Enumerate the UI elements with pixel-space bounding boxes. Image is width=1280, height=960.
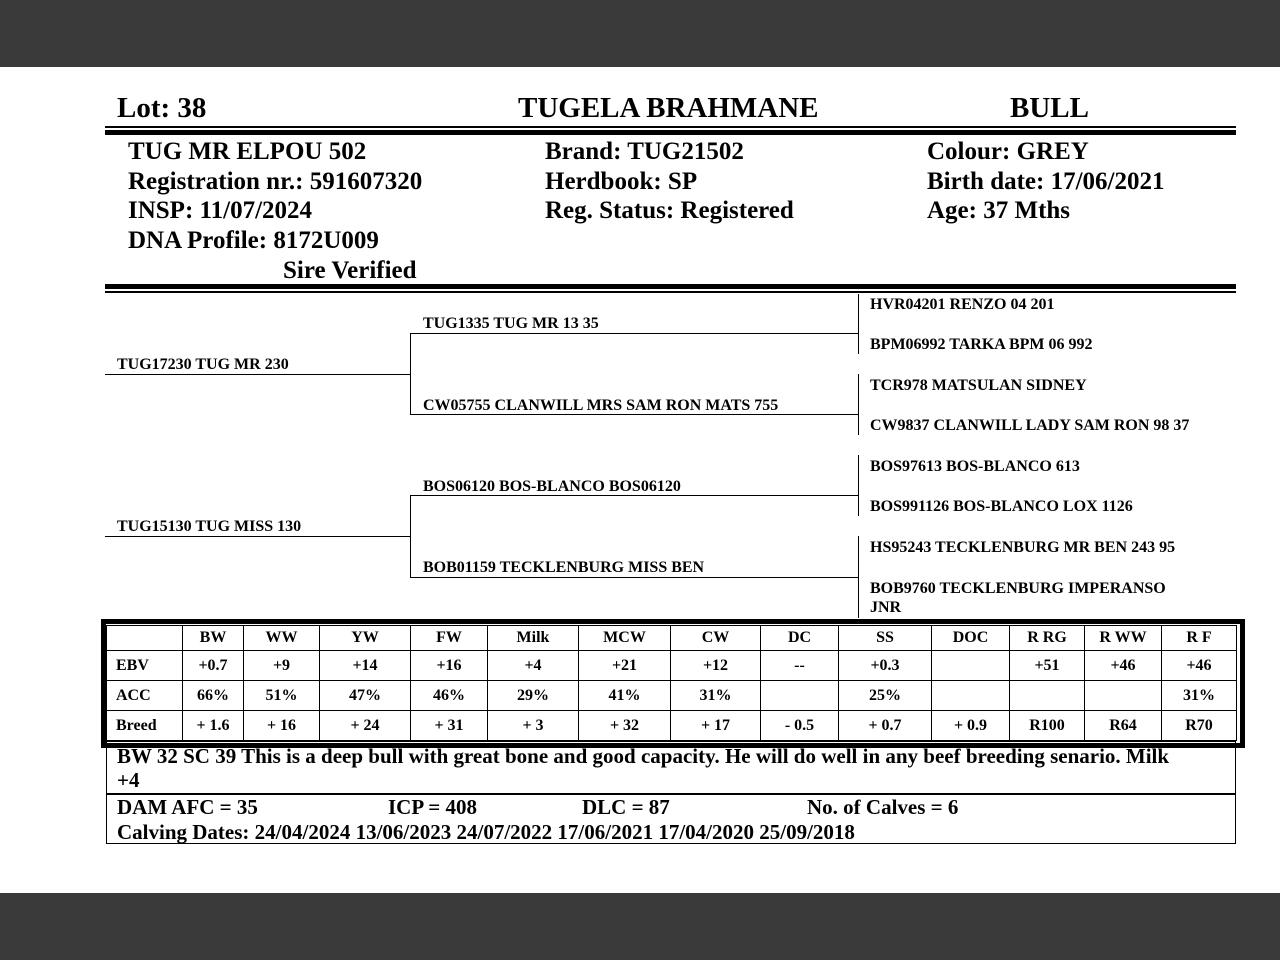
breed-title: TUGELA BRAHMANE — [518, 92, 819, 124]
ebv-header-cell: MCW — [579, 626, 671, 651]
pedigree-sire-sire: TUG1335 TUG MR 13 35 — [423, 315, 599, 332]
pedigree-g3-3: TCR978 MATSULAN SIDNEY — [870, 377, 1087, 394]
colour: Colour: GREY — [927, 138, 1089, 165]
ebv-cell: +21 — [579, 651, 671, 681]
ebv-header-cell: SS — [839, 626, 932, 651]
ebv-cell — [932, 651, 1010, 681]
ebv-cell: + 32 — [579, 711, 671, 741]
ebv-cell: 25% — [839, 681, 932, 711]
ebv-cell: + 0.7 — [839, 711, 932, 741]
ebv-cell: +46 — [1085, 651, 1162, 681]
pedigree-g3-7: HS95243 TECKLENBURG MR BEN 243 95 — [870, 539, 1176, 556]
ebv-row-label: ACC — [107, 681, 183, 711]
bottom-dark-bar — [0, 893, 1280, 960]
ebv-header-cell — [107, 626, 183, 651]
comment-line-2: +4 — [117, 768, 140, 792]
dam-dlc: DLC = 87 — [582, 795, 670, 819]
ebv-cell: +0.7 — [183, 651, 244, 681]
ebv-header-cell: WW — [244, 626, 320, 651]
ebv-cell: 41% — [579, 681, 671, 711]
lot-number: Lot: 38 — [117, 92, 207, 124]
comment-line-1: BW 32 SC 39 This is a deep bull with great bone and good capacity. He will do well in any beef breeding senario. Milk — [117, 744, 1170, 768]
pedigree-g3-1: HVR04201 RENZO 04 201 — [870, 296, 1055, 313]
ebv-header-cell: R F — [1162, 626, 1237, 651]
ebv-cell: + 1.6 — [183, 711, 244, 741]
dam-icp: ICP = 408 — [388, 795, 477, 819]
reg-status: Reg. Status: Registered — [545, 197, 794, 224]
ebv-row-breed — [107, 711, 1237, 741]
info-rule-thin — [105, 291, 1236, 293]
ebv-cell: R64 — [1085, 711, 1162, 741]
pedigree-dam: TUG15130 TUG MISS 130 — [117, 518, 302, 535]
ebv-header-cell: DOC — [932, 626, 1010, 651]
ebv-cell: 31% — [671, 681, 761, 711]
ebv-cell: 51% — [244, 681, 320, 711]
info-rule-thick — [105, 284, 1236, 289]
pedigree-g3-8: BOB9760 TECKLENBURG IMPERANSO — [870, 580, 1166, 597]
ebv-cell: 66% — [183, 681, 244, 711]
age: Age: 37 Mths — [927, 197, 1071, 224]
ebv-cell — [1085, 681, 1162, 711]
animal-name: TUG MR ELPOU 502 — [128, 138, 367, 165]
ebv-row-acc — [107, 681, 1237, 711]
ebv-cell: + 31 — [411, 711, 488, 741]
ebv-header-cell: R RG — [1010, 626, 1085, 651]
ebv-header-cell: FW — [411, 626, 488, 651]
pedigree-g3-4: CW9837 CLANWILL LADY SAM RON 98 37 — [870, 417, 1190, 434]
ebv-header-cell: Milk — [488, 626, 579, 651]
brand: Brand: TUG21502 — [545, 138, 744, 165]
pedigree-g3-2: BPM06992 TARKA BPM 06 992 — [870, 336, 1093, 353]
ebv-header-cell: CW — [671, 626, 761, 651]
ebv-cell: + 17 — [671, 711, 761, 741]
ebv-cell: R100 — [1010, 711, 1085, 741]
ebv-cell: +9 — [244, 651, 320, 681]
ebv-cell: +0.3 — [839, 651, 932, 681]
ebv-cell: 29% — [488, 681, 579, 711]
ebv-header-cell: YW — [320, 626, 411, 651]
ebv-cell: - 0.5 — [761, 711, 839, 741]
ebv-row-label: EBV — [107, 651, 183, 681]
ebv-cell — [932, 681, 1010, 711]
herdbook: Herdbook: SP — [545, 168, 698, 195]
pedigree-dam-sire: BOS06120 BOS-BLANCO BOS06120 — [423, 478, 681, 495]
calving-dates: Calving Dates: 24/04/2024 13/06/2023 24/07/2022 17/06/2021 17/04/2020 25/09/2018 — [117, 820, 855, 844]
ebv-cell: + 3 — [488, 711, 579, 741]
pedigree-g3-6: BOS991126 BOS-BLANCO LOX 1126 — [870, 498, 1133, 515]
ebv-header-row — [107, 626, 1237, 651]
ebv-cell: +46 — [1162, 651, 1237, 681]
pedigree-g3-8-suffix: JNR — [870, 599, 902, 616]
ebv-cell — [761, 681, 839, 711]
ebv-row-ebv — [107, 651, 1237, 681]
pedigree-sire: TUG17230 TUG MR 230 — [117, 356, 289, 373]
ebv-cell: + 0.9 — [932, 711, 1010, 741]
ebv-cell: 47% — [320, 681, 411, 711]
pedigree-g3-5: BOS97613 BOS-BLANCO 613 — [870, 458, 1080, 475]
ebv-cell: +51 — [1010, 651, 1085, 681]
header-rule-thin — [105, 126, 1236, 128]
ebv-header-cell: DC — [761, 626, 839, 651]
ebv-cell: + 24 — [320, 711, 411, 741]
sex-label: BULL — [1010, 92, 1089, 124]
ebv-cell — [1010, 681, 1085, 711]
registration-number: Registration nr.: 591607320 — [128, 168, 423, 195]
dam-calves: No. of Calves = 6 — [807, 795, 959, 819]
ebv-cell: 31% — [1162, 681, 1237, 711]
insp-date: INSP: 11/07/2024 — [128, 197, 313, 224]
ebv-cell: +16 — [411, 651, 488, 681]
birth-date: Birth date: 17/06/2021 — [927, 168, 1165, 195]
header-rule-thick — [105, 130, 1236, 135]
dna-profile: DNA Profile: 8172U009 — [128, 227, 379, 254]
ebv-cell: + 16 — [244, 711, 320, 741]
ebv-cell: +14 — [320, 651, 411, 681]
ebv-row-label: Breed — [107, 711, 183, 741]
pedigree-sire-dam: CW05755 CLANWILL MRS SAM RON MATS 755 — [423, 397, 779, 414]
ebv-header-cell: BW — [183, 626, 244, 651]
ebv-cell: -- — [761, 651, 839, 681]
dam-afc: DAM AFC = 35 — [117, 795, 258, 819]
top-dark-bar — [0, 0, 1280, 67]
ebv-table — [106, 625, 1237, 741]
ebv-header-cell: R WW — [1085, 626, 1162, 651]
ebv-cell: +4 — [488, 651, 579, 681]
pedigree-dam-dam: BOB01159 TECKLENBURG MISS BEN — [423, 559, 705, 576]
sire-verified: Sire Verified — [283, 257, 417, 284]
ebv-cell: R70 — [1162, 711, 1237, 741]
ebv-cell: +12 — [671, 651, 761, 681]
ebv-cell: 46% — [411, 681, 488, 711]
